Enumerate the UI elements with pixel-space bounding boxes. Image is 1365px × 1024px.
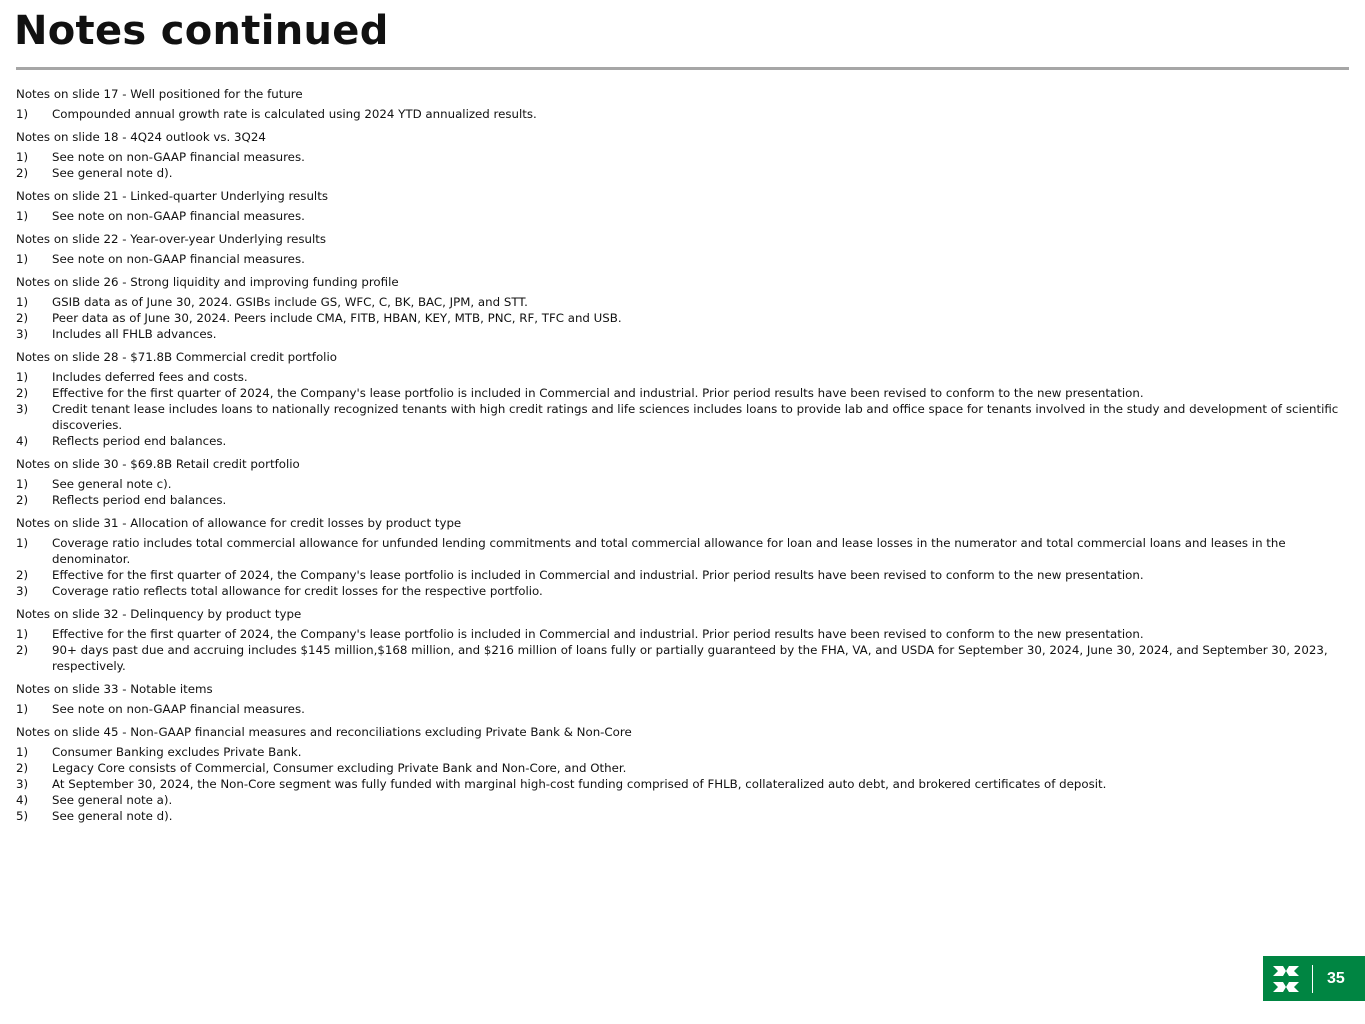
- footer-badge: [1263, 956, 1365, 1001]
- note-number: 2): [16, 493, 29, 507]
- note-item: [16, 642, 1356, 674]
- note-list: [16, 247, 1356, 272]
- note-text: See general note a).: [52, 793, 173, 807]
- note-text: See general note d).: [52, 809, 173, 823]
- note-number: 1): [16, 150, 29, 164]
- note-number: 2): [16, 386, 29, 400]
- note-list: [16, 290, 1356, 347]
- note-text: Includes all FHLB advances.: [52, 327, 217, 341]
- note-text: Reflects period end balances.: [52, 434, 227, 448]
- note-item: [16, 165, 1356, 181]
- section-heading: Notes on slide 28 - $71.8B Commercial credit portfolio: [16, 350, 337, 364]
- section-heading: Notes on slide 31 - Allocation of allowance for credit losses by product type: [16, 516, 462, 530]
- note-number: 1): [16, 295, 29, 309]
- note-item: [16, 294, 1356, 310]
- note-item: [16, 583, 1356, 599]
- note-item: [16, 433, 1356, 449]
- note-item: [16, 208, 1356, 224]
- note-item: [16, 567, 1356, 583]
- note-item: [16, 701, 1356, 717]
- section-heading: Notes on slide 33 - Notable items: [16, 682, 213, 696]
- note-text: Consumer Banking excludes Private Bank.: [52, 745, 302, 759]
- note-item: [16, 535, 1356, 567]
- section-heading: Notes on slide 21 - Linked-quarter Underlying results: [16, 189, 328, 203]
- note-list: [16, 365, 1356, 454]
- note-number: 1): [16, 702, 29, 716]
- note-text: 90+ days past due and accruing includes $145 million,$168 million, and $216 million of loans fully or partially guaranteed by the FHA, VA, and USDA for September 30, 2024, June 30, 2024, and September 30, 2023, respectively.: [52, 643, 1328, 673]
- note-list: [16, 204, 1356, 229]
- note-item: [16, 626, 1356, 642]
- note-item: [16, 476, 1356, 492]
- note-list: [16, 145, 1356, 186]
- section-heading: Notes on slide 45 - Non-GAAP financial measures and reconciliations excluding Private Bank & Non-Core: [16, 725, 632, 739]
- note-item: [16, 149, 1356, 165]
- note-list: [16, 622, 1356, 679]
- note-item: [16, 106, 1356, 122]
- note-item: [16, 401, 1356, 433]
- note-list: [16, 531, 1356, 604]
- note-number: 3): [16, 402, 29, 416]
- note-number: 2): [16, 166, 29, 180]
- note-text: Credit tenant lease includes loans to nationally recognized tenants with high credit ratings and life sciences includes loans to provide lab and office space for tenants involved in the study and development of scientific discoveries.: [52, 402, 1339, 432]
- section-heading: Notes on slide 18 - 4Q24 outlook vs. 3Q24: [16, 130, 266, 144]
- page-title: Notes continued: [14, 8, 389, 54]
- note-text: See note on non-GAAP financial measures.: [52, 702, 305, 716]
- note-list: [16, 740, 1356, 829]
- note-number: 2): [16, 568, 29, 582]
- note-item: [16, 369, 1356, 385]
- note-text: Effective for the first quarter of 2024, the Company's lease portfolio is included in Commercial and industrial. Prior period results have been revised to conform to the new presentation.: [52, 627, 1144, 641]
- note-number: 1): [16, 252, 29, 266]
- badge-divider: [1312, 965, 1313, 993]
- note-item: [16, 792, 1356, 808]
- note-number: 3): [16, 584, 29, 598]
- note-text: Reflects period end balances.: [52, 493, 227, 507]
- note-number: 4): [16, 793, 29, 807]
- note-text: See note on non-GAAP financial measures.: [52, 252, 305, 266]
- notes-body: [16, 84, 1356, 829]
- note-list: [16, 472, 1356, 513]
- note-item: [16, 744, 1356, 760]
- note-text: Peer data as of June 30, 2024. Peers include CMA, FITB, HBAN, KEY, MTB, PNC, RF, TFC and USB.: [52, 311, 622, 325]
- note-number: 1): [16, 627, 29, 641]
- note-number: 2): [16, 761, 29, 775]
- section-heading: Notes on slide 32 - Delinquency by product type: [16, 607, 302, 621]
- note-item: [16, 251, 1356, 267]
- section-heading: Notes on slide 26 - Strong liquidity and improving funding profile: [16, 275, 399, 289]
- note-item: [16, 760, 1356, 776]
- note-item: [16, 808, 1356, 824]
- note-text: GSIB data as of June 30, 2024. GSIBs include GS, WFC, C, BK, BAC, JPM, and STT.: [52, 295, 528, 309]
- note-number: 3): [16, 777, 29, 791]
- note-number: 2): [16, 311, 29, 325]
- note-text: See general note d).: [52, 166, 173, 180]
- note-text: See general note c).: [52, 477, 172, 491]
- note-text: See note on non-GAAP financial measures.: [52, 150, 305, 164]
- note-text: Effective for the first quarter of 2024, the Company's lease portfolio is included in Commercial and industrial. Prior period results have been revised to conform to the new presentation.: [52, 386, 1144, 400]
- note-text: Legacy Core consists of Commercial, Consumer excluding Private Bank and Non-Core, and Other.: [52, 761, 627, 775]
- page-number: 35: [1327, 969, 1345, 987]
- note-text: Coverage ratio reflects total allowance for credit losses for the respective portfolio.: [52, 584, 543, 598]
- note-number: 1): [16, 745, 29, 759]
- note-item: [16, 326, 1356, 342]
- title-divider: [16, 67, 1349, 70]
- note-number: 4): [16, 434, 29, 448]
- section-heading: Notes on slide 30 - $69.8B Retail credit portfolio: [16, 457, 300, 471]
- note-text: See note on non-GAAP financial measures.: [52, 209, 305, 223]
- note-number: 1): [16, 107, 29, 121]
- note-list: [16, 102, 1356, 127]
- note-text: Coverage ratio includes total commercial allowance for unfunded lending commitments and total commercial allowance for loan and lease losses in the numerator and total commercial loans and leases in the denominator.: [52, 536, 1286, 566]
- section-heading: Notes on slide 17 - Well positioned for the future: [16, 87, 303, 101]
- note-number: 2): [16, 643, 29, 657]
- note-item: [16, 492, 1356, 508]
- note-number: 1): [16, 536, 29, 550]
- note-text: At September 30, 2024, the Non-Core segment was fully funded with marginal high-cost funding comprised of FHLB, collateralized auto debt, and brokered certificates of deposit.: [52, 777, 1107, 791]
- note-number: 1): [16, 477, 29, 491]
- note-item: [16, 385, 1356, 401]
- note-item: [16, 776, 1356, 792]
- note-number: 3): [16, 327, 29, 341]
- note-text: Compounded annual growth rate is calculated using 2024 YTD annualized results.: [52, 107, 537, 121]
- section-heading: Notes on slide 22 - Year-over-year Underlying results: [16, 232, 327, 246]
- note-list: [16, 697, 1356, 722]
- note-text: Effective for the first quarter of 2024, the Company's lease portfolio is included in Commercial and industrial. Prior period results have been revised to conform to the new presentation.: [52, 568, 1144, 582]
- brand-logo-icon: [1271, 964, 1301, 994]
- note-item: [16, 310, 1356, 326]
- note-number: 5): [16, 809, 29, 823]
- note-text: Includes deferred fees and costs.: [52, 370, 248, 384]
- note-number: 1): [16, 370, 29, 384]
- note-number: 1): [16, 209, 29, 223]
